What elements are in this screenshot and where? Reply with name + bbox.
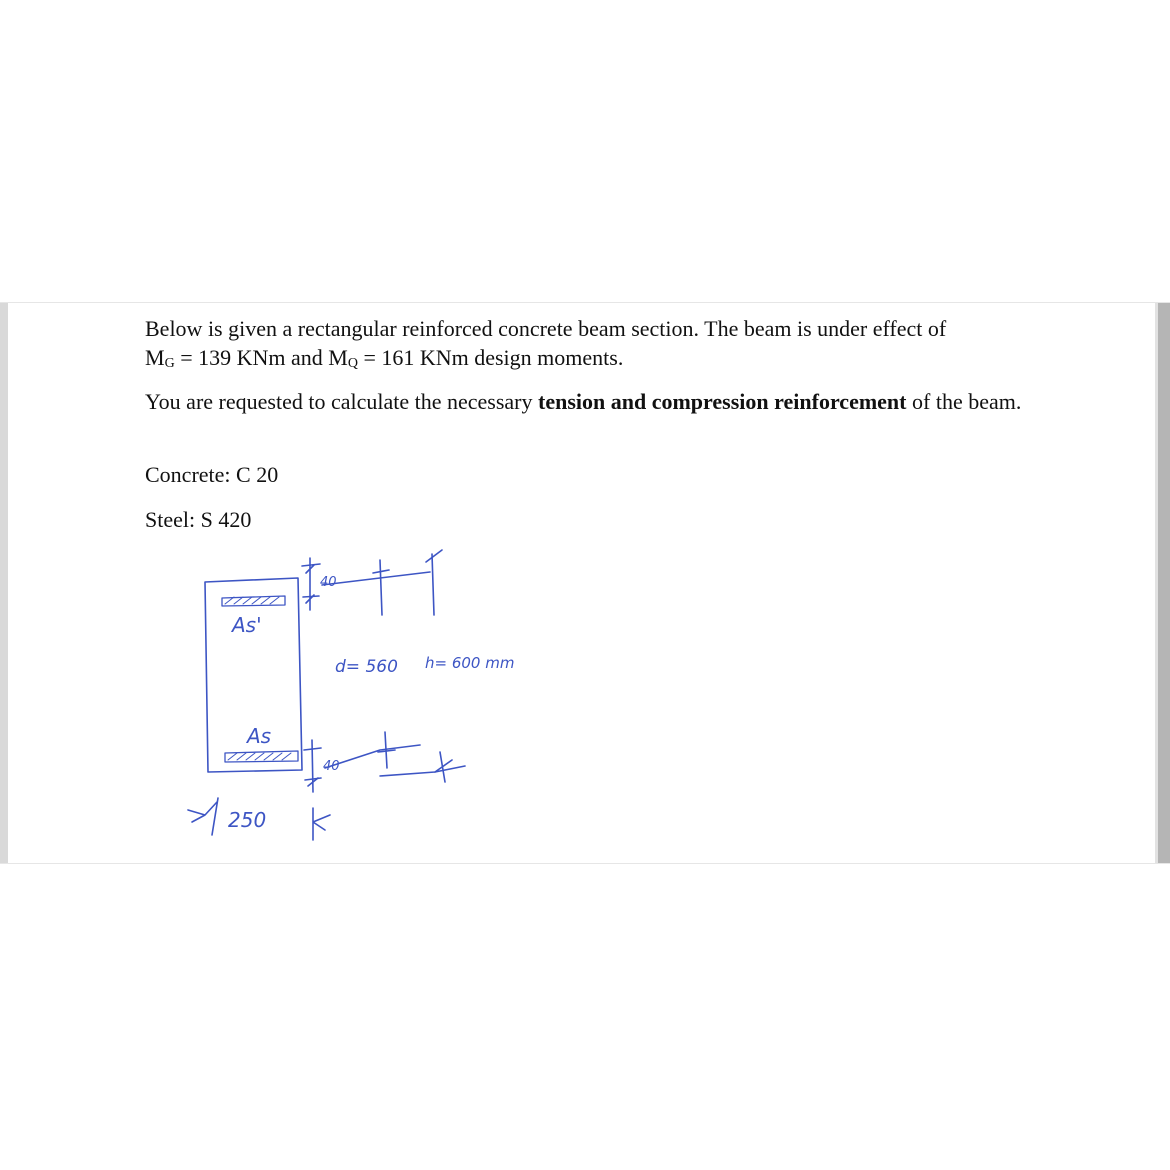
page-bottom-border [0,863,1170,864]
width-left-arrow [188,798,218,835]
bottom-cover-line [312,740,313,792]
top-cover-label: 40 [320,575,337,590]
effective-depth-label: d= 560 [335,657,398,677]
page-top-border [0,302,1170,303]
tension-steel-label: As [247,724,272,748]
intro-paragraph [145,314,1025,376]
height-label: h= 600 mm [425,654,515,672]
mg-value: = 139 KNm and [174,345,329,370]
mq-symbol: M [328,345,348,370]
bottom-cover-label: 40 [323,759,340,774]
mg-subscript: G [164,356,175,371]
h-dimension-line [432,554,434,615]
request-suffix: of the beam. [906,389,1022,414]
request-paragraph [145,387,1025,416]
intro-text: Below is given a rectangular reinforced concrete beam section. The beam is under effect of [145,316,947,341]
width-right-arrow [313,808,330,840]
d-dimension-line [380,560,382,615]
concrete-grade: Concrete: C 20 [145,462,279,487]
mq-value: = 161 KNm design moments. [357,345,624,370]
width-label: 250 [228,808,267,832]
request-prefix: You are requested to calculate the necessary [145,389,538,414]
left-page-edge [0,302,8,864]
request-bold: tension and compression reinforcement [538,389,907,414]
beam-section-sketch [130,540,590,850]
top-rebar [222,596,285,606]
mq-subscript: Q [347,356,358,371]
top-blank-area [0,0,1170,302]
mg-symbol: M [145,345,165,370]
compression-steel-label: As' [232,613,262,637]
right-page-edge [1158,302,1170,864]
steel-grade: Steel: S 420 [145,507,252,532]
